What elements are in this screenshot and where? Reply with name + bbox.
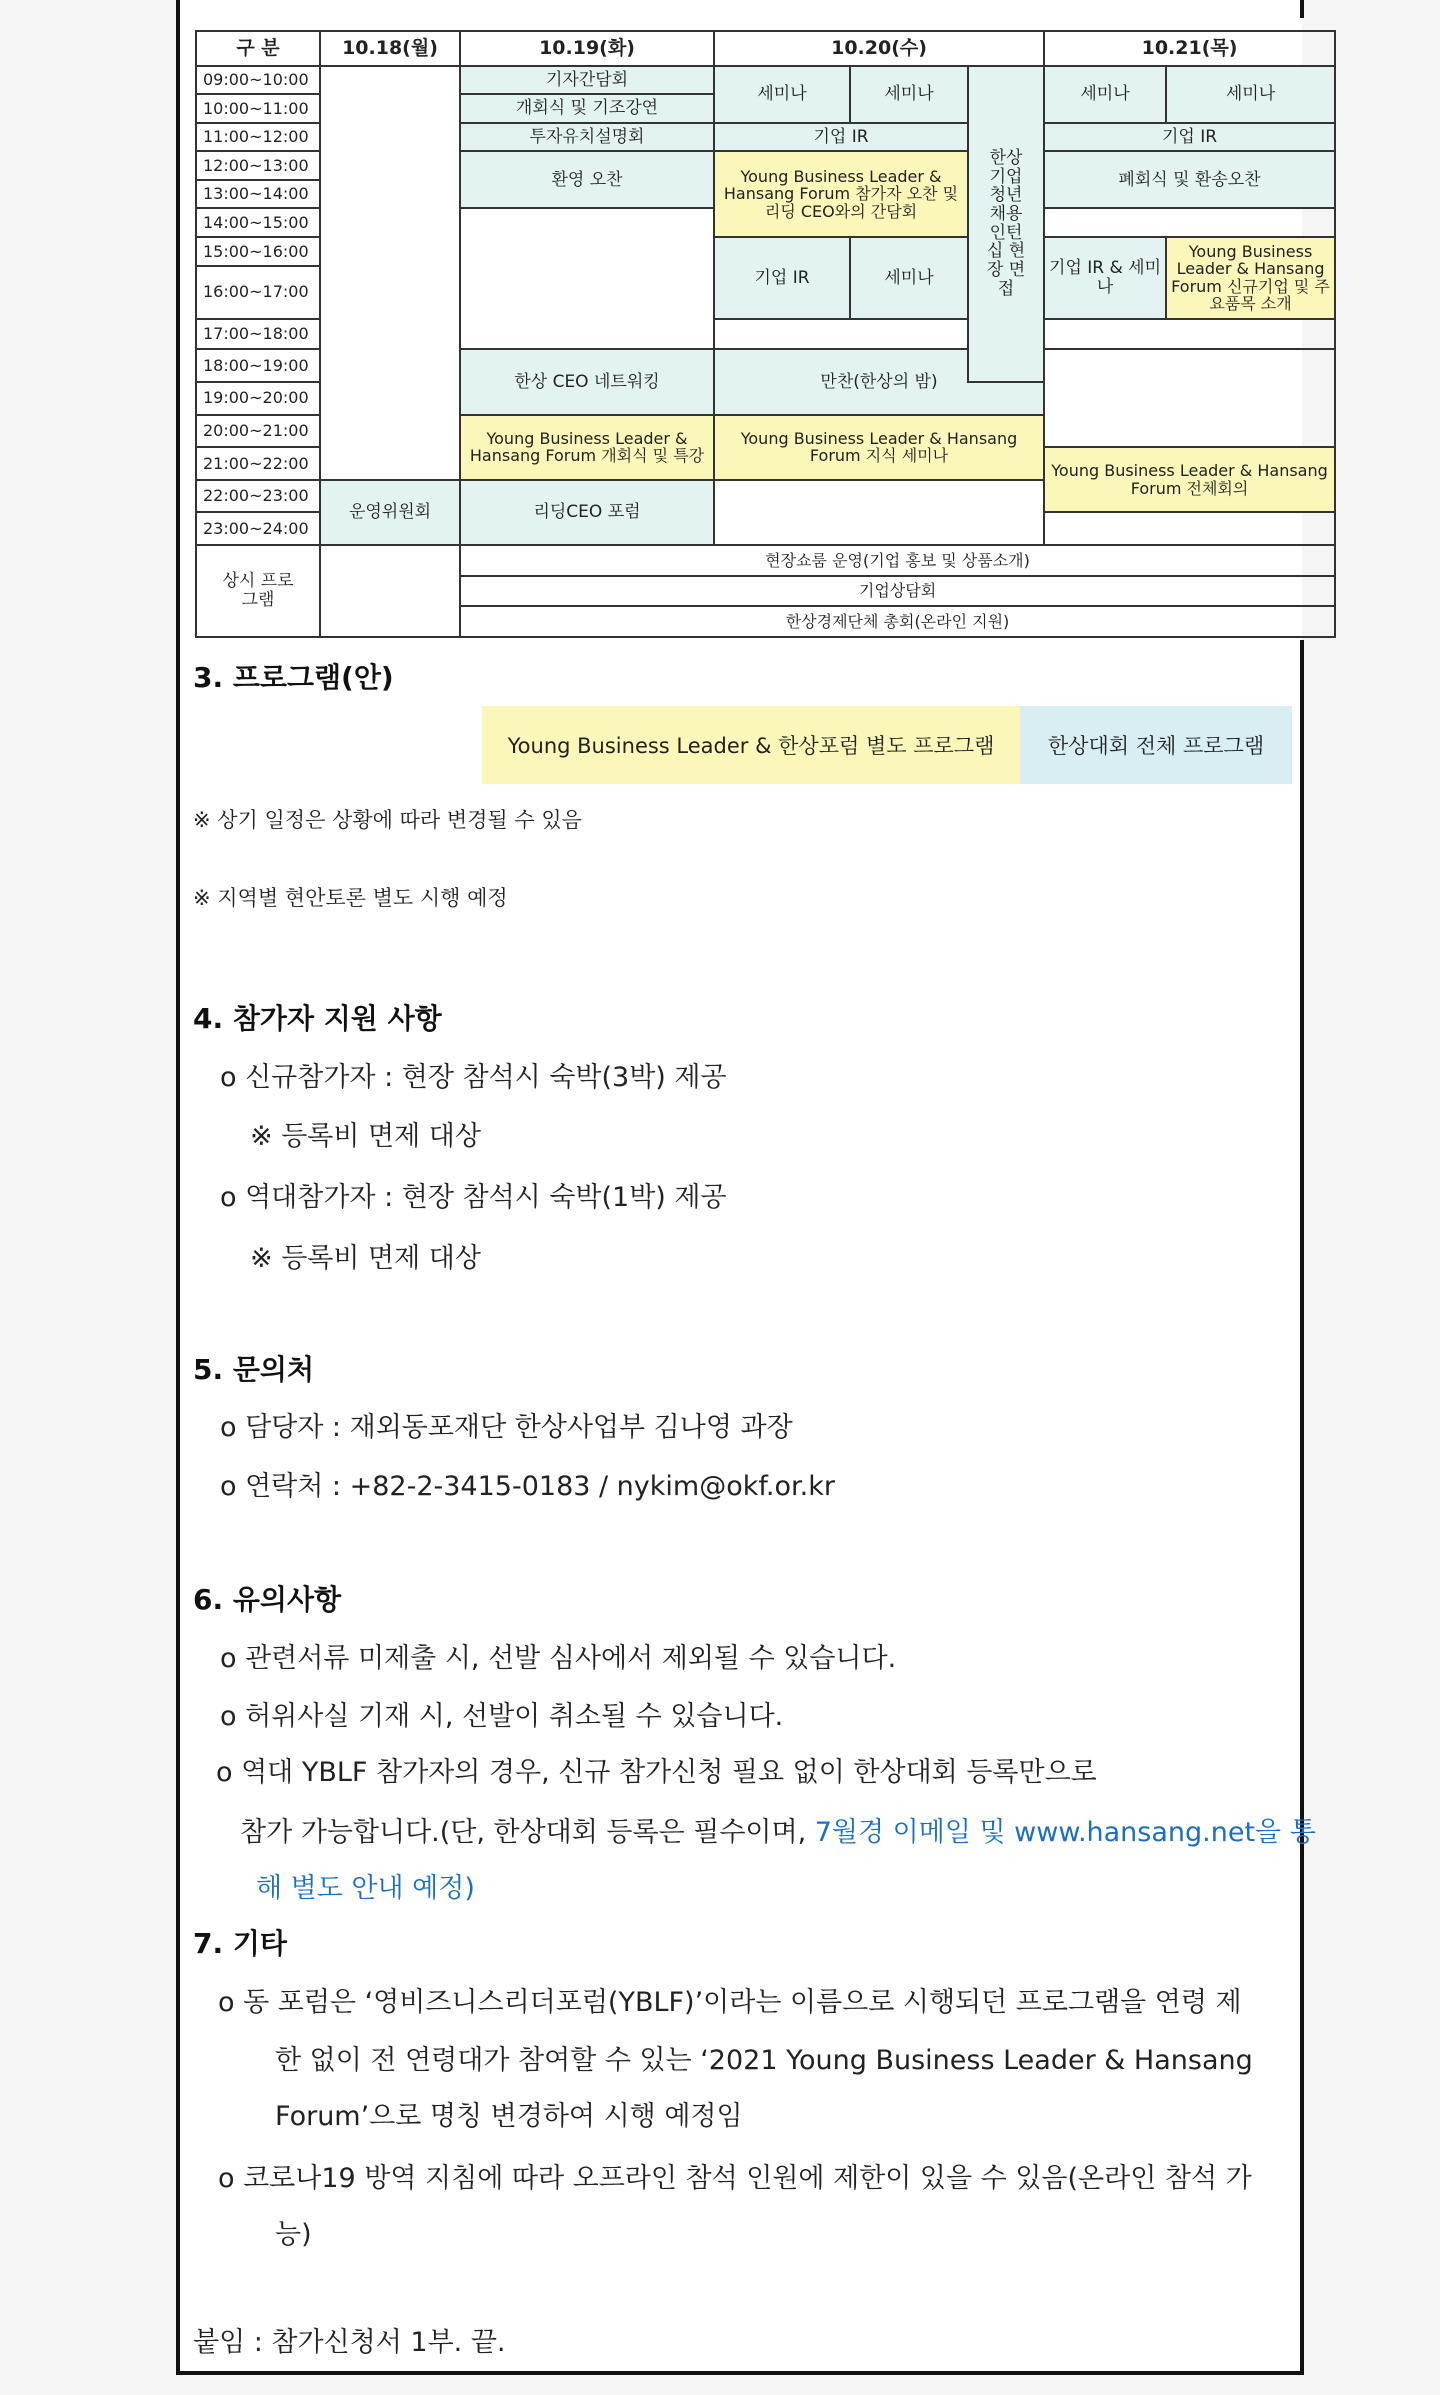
event-seminar: 세미나 xyxy=(714,66,850,123)
caution-1: o 관련서류 미제출 시, 선발 심사에서 제외될 수 있습니다. xyxy=(220,1643,897,1674)
event-dinner: 만찬(한상의 밤) xyxy=(714,349,1044,414)
etc-3: Forum’으로 명칭 변경하여 시행 예정임 xyxy=(275,2101,743,2132)
time-cell: 19:00~20:00 xyxy=(196,382,320,415)
event-lunch: 환영 오찬 xyxy=(460,151,714,208)
header-day-1020: 10.20(수) xyxy=(714,31,1044,66)
event-leading-ceo: 리딩CEO 포럼 xyxy=(460,480,714,545)
event-ir: 기업 IR xyxy=(714,237,850,319)
event-seminar: 세미나 xyxy=(850,66,968,123)
event-ir: 기업 IR xyxy=(714,123,968,152)
caution-2: o 허위사실 기재 시, 선발이 취소될 수 있습니다. xyxy=(220,1701,784,1732)
empty-cell xyxy=(460,208,714,349)
empty-cell xyxy=(714,319,968,350)
empty-cell xyxy=(320,545,460,637)
event-committee: 운영위원회 xyxy=(320,480,460,545)
etc-5: 능) xyxy=(275,2219,312,2250)
support-new: o 신규참가자 : 현장 참석시 숙박(3박) 제공 xyxy=(220,1062,727,1093)
table-row xyxy=(196,66,1335,95)
header-day-1021: 10.21(목) xyxy=(1044,31,1335,66)
note-schedule-change: ※ 상기 일정은 상황에 따라 변경될 수 있음 xyxy=(193,808,582,832)
page-border-right xyxy=(1300,640,1304,2375)
event-yblf-seminar: Young Business Leader & Hansang Forum 지식 세미나 xyxy=(714,415,1044,480)
time-cell: 09:00~10:00 xyxy=(196,66,320,95)
time-cell: 14:00~15:00 xyxy=(196,208,320,237)
regular-consult: 기업상담회 xyxy=(460,576,1335,607)
caution-3: o 역대 YBLF 참가자의 경우, 신규 참가신청 필요 없이 한상대회 등록만으로 xyxy=(216,1757,1097,1788)
support-past: o 역대참가자 : 현장 참석시 숙박(1박) 제공 xyxy=(220,1182,727,1213)
etc-2: 한 없이 전 연령대가 참여할 수 있는 ‘2021 Young Business Leader & Hansang xyxy=(275,2045,1253,2076)
event-yblf-opening: Young Business Leader & Hansang Forum 개회식 및 특강 xyxy=(460,415,714,480)
table-row xyxy=(196,545,1335,576)
event-ir-seminar: 기업 IR & 세미나 xyxy=(1044,237,1166,319)
event-seminar: 세미나 xyxy=(1166,66,1335,123)
table-row xyxy=(196,31,1335,66)
event-seminar: 세미나 xyxy=(1044,66,1166,123)
support-past-note: ※ 등록비 면제 대상 xyxy=(250,1243,481,1274)
empty-cell xyxy=(714,480,1044,545)
schedule-table xyxy=(195,30,1336,638)
regular-showroom: 현장쇼룸 운영(기업 홍보 및 상품소개) xyxy=(460,545,1335,576)
caution-link-text: 7월경 이메일 및 www.hansang.net을 통 xyxy=(806,1817,1316,1848)
time-cell: 10:00~11:00 xyxy=(196,94,320,123)
section4-title: 4. 참가자 지원 사항 xyxy=(193,1002,442,1035)
event-yblf-plenary: Young Business Leader & Hansang Forum 전체회의 xyxy=(1044,447,1335,512)
time-cell: 18:00~19:00 xyxy=(196,349,320,382)
regular-program-label: 상시 프로그램 xyxy=(196,545,320,637)
section7-title: 7. 기타 xyxy=(193,1927,287,1960)
event-yblf-lunch: Young Business Leader & Hansang Forum 참가자 오찬 및 리딩 CEO와의 간담회 xyxy=(714,151,968,237)
time-cell: 17:00~18:00 xyxy=(196,319,320,350)
legend-yellow: Young Business Leader & 한상포럼 별도 프로그램 xyxy=(482,706,1020,784)
time-cell: 21:00~22:00 xyxy=(196,447,320,480)
contact-person: o 담당자 : 재외동포재단 한상사업부 김나영 과장 xyxy=(220,1412,793,1443)
time-cell: 13:00~14:00 xyxy=(196,180,320,209)
time-cell: 16:00~17:00 xyxy=(196,266,320,319)
page-border-left xyxy=(176,0,180,2375)
event-yblf-new: Young Business Leader & Hansang Forum 신규기업 및 주요품목 소개 xyxy=(1166,237,1335,319)
caution-5: 해 별도 안내 예정) xyxy=(256,1873,475,1904)
section6-title: 6. 유의사항 xyxy=(193,1583,342,1616)
empty-cell xyxy=(320,66,460,480)
header-category: 구 분 xyxy=(196,31,320,66)
header-day-1019: 10.19(화) xyxy=(460,31,714,66)
contact-info: o 연락처 : +82-2-3415-0183 / nykim@okf.or.kr xyxy=(220,1471,835,1502)
legend-blue: 한상대회 전체 프로그램 xyxy=(1020,706,1292,784)
time-cell: 23:00~24:00 xyxy=(196,512,320,545)
time-cell: 15:00~16:00 xyxy=(196,237,320,266)
time-cell: 11:00~12:00 xyxy=(196,123,320,152)
event-press: 기자간담회 xyxy=(460,66,714,95)
empty-cell xyxy=(1044,208,1335,237)
etc-4: o 코로나19 방역 지침에 따라 오프라인 참석 인원에 제한이 있을 수 있음(온라인 참석 가 xyxy=(218,2163,1252,2194)
event-invest: 투자유치설명회 xyxy=(460,123,714,152)
time-cell: 22:00~23:00 xyxy=(196,480,320,513)
note-regional-debate: ※ 지역별 현안토론 별도 시행 예정 xyxy=(193,886,508,910)
header-day-1018: 10.18(월) xyxy=(320,31,460,66)
regular-assembly: 한상경제단체 총회(온라인 지원) xyxy=(460,606,1335,637)
event-closing: 폐회식 및 환송오찬 xyxy=(1044,151,1335,208)
page-border-bottom xyxy=(176,2371,1304,2375)
event-internship-interview: 한상 기업 청년 채용 인턴십 현장 면접 xyxy=(968,66,1044,382)
caution-4: 참가 가능합니다.(단, 한상대회 등록은 필수이며, 7월경 이메일 및 www.hansang.net을 통 xyxy=(240,1817,1316,1848)
support-new-note: ※ 등록비 면제 대상 xyxy=(250,1121,481,1152)
attachment-footer: 붙임 : 참가신청서 1부. 끝. xyxy=(193,2327,506,2358)
event-ir: 기업 IR xyxy=(1044,123,1335,152)
event-seminar: 세미나 xyxy=(850,237,968,319)
empty-cell xyxy=(1044,319,1335,350)
etc-1: o 동 포럼은 ‘영비즈니스리더포럼(YBLF)’이라는 이름으로 시행되던 프로그램을 연령 제 xyxy=(218,1987,1242,2018)
page-border-right-top xyxy=(1300,0,1304,18)
event-opening: 개회식 및 기조강연 xyxy=(460,94,714,123)
time-cell: 20:00~21:00 xyxy=(196,415,320,448)
section3-title: 3. 프로그램(안) xyxy=(193,661,394,694)
empty-cell xyxy=(1044,349,1335,447)
section5-title: 5. 문의처 xyxy=(193,1353,315,1386)
time-cell: 12:00~13:00 xyxy=(196,151,320,180)
empty-cell xyxy=(1044,512,1335,545)
event-ceo-networking: 한상 CEO 네트워킹 xyxy=(460,349,714,414)
